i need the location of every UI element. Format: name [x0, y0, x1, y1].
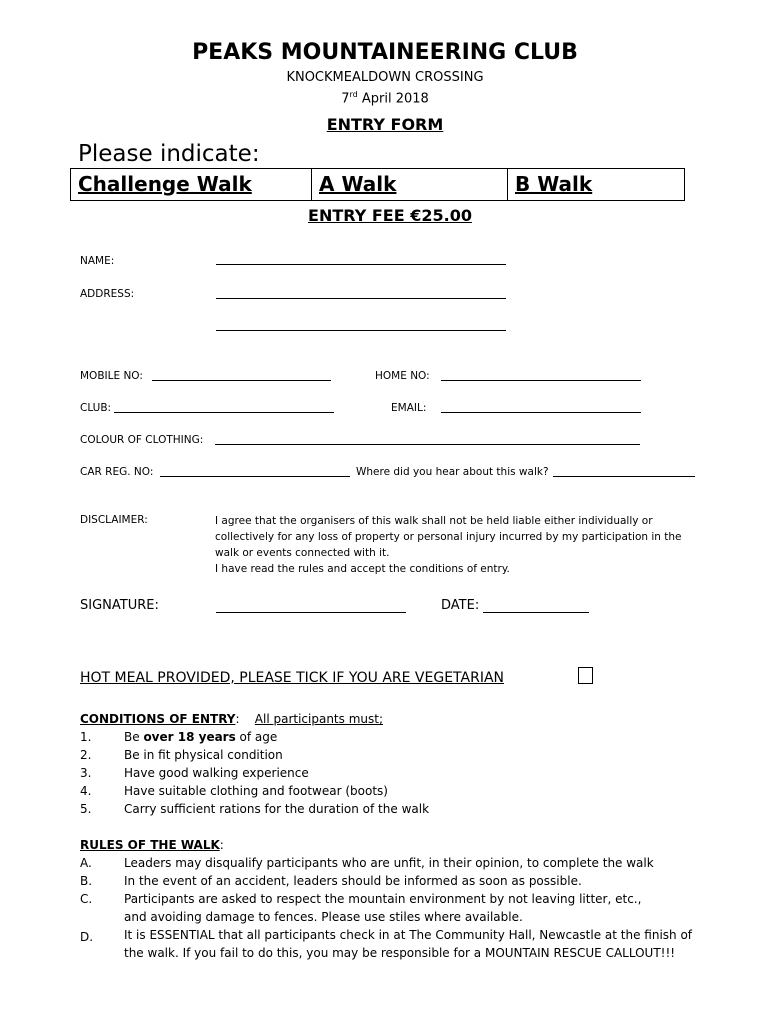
form-title: ENTRY FORM: [326, 115, 444, 134]
home-field[interactable]: [441, 380, 641, 381]
event-day: 7: [341, 91, 350, 107]
meal-text: HOT MEAL PROVIDED, PLEASE TICK IF YOU ARE VEGETARIAN: [80, 670, 504, 686]
event-date: [0, 90, 770, 106]
address-field-line-2[interactable]: [216, 330, 506, 331]
event-day-suffix: rd: [349, 90, 358, 99]
home-label: HOME NO:: [375, 370, 430, 382]
club-label: CLUB:: [80, 402, 112, 414]
condition-4: [80, 782, 388, 800]
option-b-walk[interactable]: B Walk: [507, 169, 684, 200]
disclaimer-label: DISCLAIMER:: [80, 514, 148, 526]
condition-1-num: 1.: [80, 730, 92, 744]
event-month-year: April 2018: [361, 91, 429, 107]
hear-label: Where did you hear about this walk?: [356, 466, 549, 478]
condition-3-num: 3.: [80, 766, 92, 780]
rule-d-num: D.: [80, 930, 94, 944]
condition-2-num: 2.: [80, 748, 92, 762]
condition-5-text: Carry sufficient rations for the duration of the walk: [124, 802, 430, 816]
colour-field[interactable]: [215, 444, 640, 445]
club-title: PEAKS MOUNTAINEERING CLUB: [192, 40, 578, 65]
conditions-subtitle: All participants must;: [254, 712, 383, 726]
rule-a-text: Leaders may disqualify participants who are unfit, in their opinion, to complete the walk: [124, 856, 654, 870]
conditions-title: CONDITIONS OF ENTRY: [80, 712, 236, 726]
condition-1-post: of age: [235, 730, 278, 744]
club-field[interactable]: [114, 412, 334, 413]
car-reg-label: CAR REG. NO:: [80, 466, 154, 478]
email-field[interactable]: [441, 412, 641, 413]
rules-title: RULES OF THE WALK: [80, 838, 220, 852]
event-name: KNOCKMEALDOWN CROSSING: [286, 70, 484, 85]
mobile-field[interactable]: [152, 380, 331, 381]
address-field-line-1[interactable]: [216, 298, 506, 299]
signature-field[interactable]: [216, 612, 406, 613]
condition-3-text: Have good walking experience: [124, 766, 309, 780]
date-field[interactable]: [483, 612, 589, 613]
disclaimer-text-2: I have read the rules and accept the conditions of entry.: [215, 563, 510, 575]
condition-1-bold: over 18 years: [143, 730, 236, 744]
rule-a-num: A.: [80, 856, 92, 870]
rule-c-text: Participants are asked to respect the mountain environment by not leaving litter, etc., and avoiding damage to fences. Please use stiles where available.: [124, 892, 642, 924]
condition-1: [80, 728, 277, 746]
car-reg-field[interactable]: [160, 476, 350, 477]
address-label: ADDRESS:: [80, 288, 135, 300]
date-label: DATE:: [441, 598, 480, 613]
condition-5-num: 5.: [80, 802, 92, 816]
indicate-label: Please indicate:: [78, 141, 260, 167]
condition-2-text: Be in fit physical condition: [124, 748, 283, 762]
condition-1-pre: Be: [124, 730, 144, 744]
disclaimer-text: I agree that the organisers of this walk shall not be held liable either individually or collectively for any loss of property or personal injury incurred by my participation in the walk or events connected with it.: [215, 515, 682, 559]
option-challenge-walk[interactable]: Challenge Walk: [78, 172, 252, 196]
rule-d-text: It is ESSENTIAL that all participants check in at The Community Hall, Newcastle at the finish of the walk. If you fail to do this, you may be responsible for a MOUNTAIN RESCUE CALLOUT!!!: [124, 928, 693, 960]
email-label: EMAIL:: [391, 402, 427, 414]
conditions-header: CONDITIONS OF ENTRY: All participants must;: [80, 712, 383, 726]
condition-4-num: 4.: [80, 784, 92, 798]
walk-options-table: [70, 168, 685, 201]
rules-header: RULES OF THE WALK:: [80, 838, 224, 852]
name-label: NAME:: [80, 255, 115, 267]
vegetarian-checkbox[interactable]: [578, 667, 593, 684]
rule-b-num: B.: [80, 874, 93, 888]
colour-label: COLOUR OF CLOTHING:: [80, 434, 204, 446]
condition-2: [80, 746, 283, 764]
signature-label: SIGNATURE:: [80, 598, 159, 613]
entry-fee: ENTRY FEE €25.00: [308, 206, 472, 225]
option-a-walk[interactable]: A Walk: [311, 169, 507, 200]
hear-field[interactable]: [553, 476, 695, 477]
mobile-label: MOBILE NO:: [80, 370, 143, 382]
rule-c-num: C.: [80, 892, 93, 906]
condition-4-text: Have suitable clothing and footwear (boots): [124, 784, 388, 798]
condition-3: [80, 764, 309, 782]
condition-5: [80, 800, 429, 818]
rule-b-text: In the event of an accident, leaders should be informed as soon as possible.: [124, 874, 582, 888]
name-field[interactable]: [216, 264, 506, 265]
